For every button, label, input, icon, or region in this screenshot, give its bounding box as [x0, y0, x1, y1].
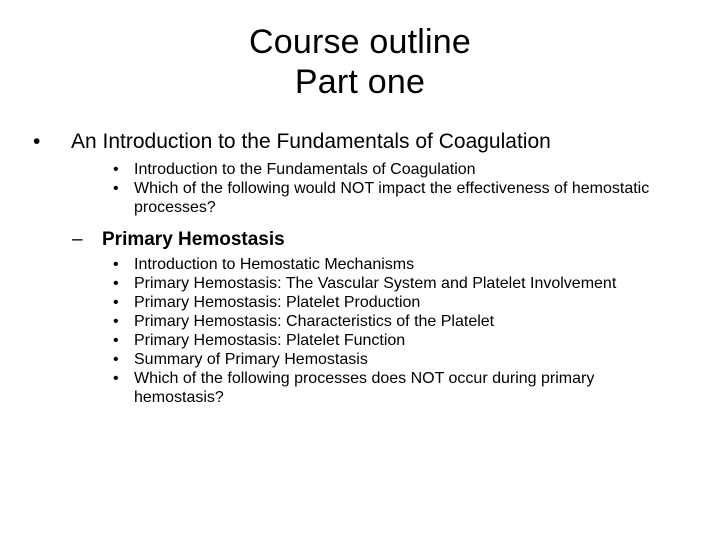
list-item — [113, 369, 673, 407]
bullet-icon: • — [113, 275, 119, 292]
bullet-icon: • — [113, 332, 119, 349]
list-item-text: Primary Hemostasis: The Vascular System and Platelet Involvement — [134, 275, 617, 292]
list-item — [113, 312, 673, 331]
title-line-2: Part one — [294, 63, 426, 101]
list-item — [113, 293, 673, 312]
bullet-icon: • — [33, 130, 41, 153]
bullet-icon: • — [113, 294, 119, 311]
list-item — [113, 160, 673, 179]
section2-list — [113, 255, 673, 407]
list-item — [113, 350, 673, 369]
top-level-bullet-text: An Introduction to the Fundamentals of Coagulation — [71, 130, 551, 153]
subheading-text: Primary Hemostasis — [102, 229, 285, 250]
list-item — [113, 331, 673, 350]
bullet-icon: • — [113, 313, 119, 330]
list-item-text: Introduction to the Fundamentals of Coagulation — [134, 161, 476, 178]
slide-title — [0, 22, 720, 102]
bullet-icon: • — [113, 351, 119, 368]
list-item-text: Primary Hemostasis: Platelet Production — [134, 294, 421, 311]
bullet-icon: • — [113, 370, 119, 387]
list-item-text: Primary Hemostasis: Platelet Function — [134, 332, 406, 349]
bullet-icon: • — [113, 256, 119, 273]
list-item — [113, 255, 673, 274]
list-item-text: Introduction to Hemostatic Mechanisms — [134, 256, 415, 273]
dash-bullet-icon: – — [72, 229, 83, 250]
title-line-1: Course outline — [248, 23, 472, 61]
bullet-icon: • — [113, 180, 119, 197]
list-item-text: Summary of Primary Hemostasis — [134, 351, 368, 368]
top-level-bullet — [33, 128, 551, 156]
section1-list — [113, 160, 673, 217]
list-item — [113, 274, 673, 293]
list-item-text: Which of the following processes does NOT occur during primary hemostasis? — [134, 370, 595, 406]
bullet-icon: • — [113, 161, 119, 178]
list-item-text: Which of the following would NOT impact the effectiveness of hemostatic processes? — [134, 180, 650, 216]
subheading — [72, 228, 285, 252]
list-item — [113, 179, 673, 217]
list-item-text: Primary Hemostasis: Characteristics of the Platelet — [134, 313, 495, 330]
